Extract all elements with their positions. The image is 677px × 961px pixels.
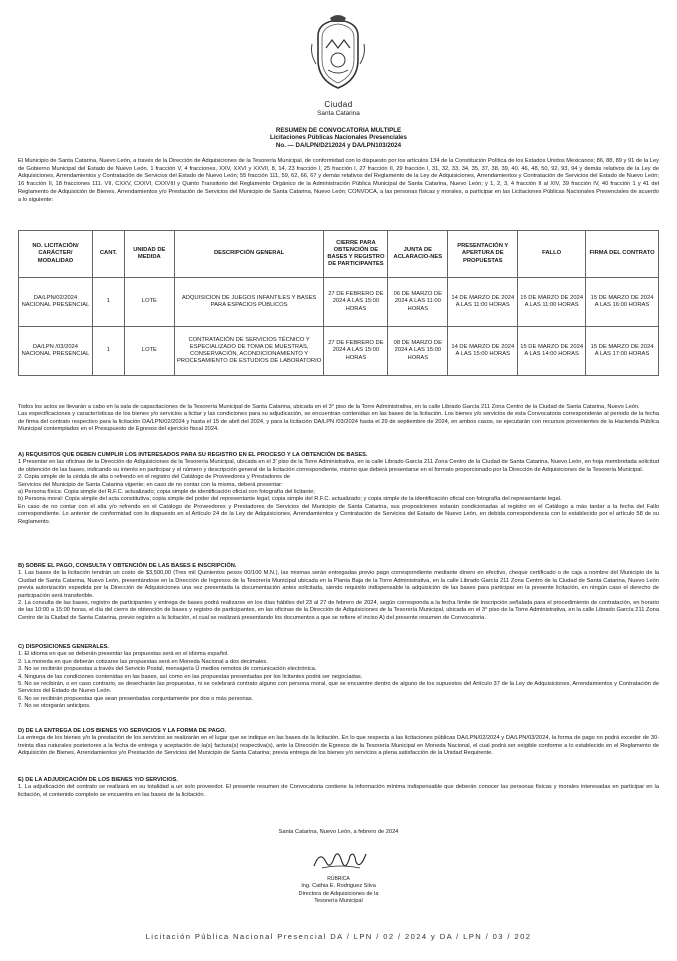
table-cell: DA/LPN /03/2024 NACIONAL PRESENCIAL xyxy=(19,327,93,376)
col-header-opening: PRESENTACIÓN Y APERTURA DE PROPUESTAS xyxy=(448,231,518,278)
table-row xyxy=(19,278,659,327)
section-a-line: 2. Copia simple de la cédula de alta o refrendo en el registro del Catálogo de Proveedores y Prestadores de xyxy=(18,474,290,481)
heading-number: No. — DA/LPN/D212024 y DA/LPN103/2024 xyxy=(275,141,402,149)
section-c-line: 4. Ninguna de las condiciones contenidas en las bases, así como en las propuestas presentadas por los licitantes podrá ser negociadas. xyxy=(18,673,363,680)
table-cell: 14 DE MARZO DE 2024 A LAS 11:00 HORAS xyxy=(448,278,518,327)
section-a-line: En caso de no contar con el alta y/o refrendo en el Catálogo de Proveedores y Prestadores de Servicios del Municipio de Santa Catarina, sus proposiciones estarán condicionadas al registro en el Catálogo a más tardar a la fecha del Fallo correspondiente. Lo anterior de conformidad con lo dispuesto en el Artículo 24 de la Ley de Adquisiciones, Arrendamientos y Contratación de Servicios del Estado de Nuevo León, en debida correspondencia con lo establecido por el artículo 58 de su Reglamento. xyxy=(18,503,659,525)
rubrica-label: RÚBRICA xyxy=(327,876,350,882)
section-c xyxy=(18,644,659,711)
section-e-line: 1. La adjudicación del contrato se realizará en su totalidad a un solo proveedor. El presente resumen de Convocatoria contiene la información mínima indispensable que deberán conocer las personas físicas y morales interesadas en participar en la licitación, el contenido completo se encuentra en las bases de la licitación. xyxy=(18,784,659,798)
section-d xyxy=(18,728,659,758)
tender-table xyxy=(18,230,659,376)
place-date: Santa Catarina, Nuevo León, a febrero de 2024 xyxy=(278,829,399,835)
table-cell: 15 DE MARZO DE 2024 A LAS 14:00 HORAS xyxy=(518,327,586,376)
col-header-signing: FIRMA DEL CONTRATO xyxy=(586,231,659,278)
heading-subtitle: Licitaciones Públicas Nacionales Presenciales xyxy=(270,134,407,142)
table-header-row xyxy=(19,231,659,278)
col-header-ruling: FALLO xyxy=(518,231,586,278)
col-header-meeting: JUNTA DE ACLARACIO-NES xyxy=(388,231,448,278)
table-cell: 08 DE MARZO DE 2024 A LAS 15:00 HORAS xyxy=(388,327,448,376)
footer-text: Licitación Pública Nacional Presencial DA / LPN / 02 / 2024 y DA / LPN / 03 / 202 xyxy=(145,932,532,941)
section-b-line: 1. Las bases de la licitación tendrán un costo de $3,500,00 (Tres mil Quinientos pesos 00/100 M.N.), las mismas serán entregadas previo pago correspondiente mediante dinero en efectivo, cheque certificado o de caja a nombre del Municipio de la Ciudad de Santa Catarina, Nuevo León, presentándose en la Dirección de Ingresos de la Tesorería Municipal ubicada en la Planta Baja de la Torre Administrativa, en la calle Librado García 211 Zona Centro de la Ciudad de Santa Catarina, Nuevo León previa autorización expedida por la Dirección de Adquisiciones una vez presentada la documentación antes solicitada, siendo requisito indispensable la adquisición de las bases para participar en la presente licitación, en ningún caso el derecho de participación será transferible. xyxy=(18,570,659,599)
signer-role: Directora de Adquisiciones de la xyxy=(298,890,379,897)
general-paragraph: Las especificaciones y características de los bienes y/o servicios a licitar y las condiciones para su adjudicación, se encuentran contenidas en las bases de la licitación. Los bienes y/o servicios de esta Convocatoria corresponderán al periodo de la fecha de firma del contrato respectivo para la licitación DA/LPN/02/2024 y hasta el 15 de abril del 2024, y para la licitación DA/LPN /03/2024 hasta el 29 de septiembre de 2024, en ambos casos, se ejecutarán con recursos provenientes de la Hacienda Pública Municipal contemplados en el Presupuesto de Egresos del ejercicio fiscal 2024. xyxy=(18,411,659,433)
signature-icon xyxy=(310,848,370,874)
section-d-title: D) DE LA ENTREGA DE LOS BIENES Y/O SERVICIOS Y LA FORMA DE PAGO. xyxy=(18,728,227,734)
section-a xyxy=(18,452,659,526)
table-cell: 1 xyxy=(92,327,124,376)
table-cell: LOTE xyxy=(124,278,174,327)
section-c-line: 2. La moneda en que deberán cotizarse las propuestas será en Moneda Nacional a dos decimales. xyxy=(18,658,268,665)
section-d-line: La entrega de los bienes y/o la prestación de los servicios se realizarán en el lugar que se indique en las bases de la licitación. En lo que respecta a las licitaciones públicas DA/LPN/02/2024 y DA/LPN/03/2024, la forma de pago no podrá exceder de 30- treinta días naturales posteriores a la fecha de entrega y aceptación de la(s) factura(s) respectiva(s), ante la Dirección de Egresos de la Tesorería Municipal en Moneda Nacional, el cual podrá ser exigible conforme a lo establecido en el Reglamento de Adquisición de Bienes, Arrendamientos y/o Prestación de Servicios del Municipio de Santa Catarina; previa entrega de los bienes y/o servicios a plena satisfacción de la Unidad Requirente. xyxy=(18,735,659,757)
section-e-title: E) DE LA ADJUDICACIÓN DE LOS BIENES Y/O SERVICIOS. xyxy=(18,777,178,783)
general-info xyxy=(18,404,659,434)
table-row xyxy=(19,327,659,376)
table-cell: 27 DE FEBRERO DE 2024 A LAS 15:00 HORAS xyxy=(324,327,388,376)
table-cell: 27 DE FEBRERO DE 2024 A LAS 15:00 HORAS xyxy=(324,278,388,327)
section-a-line: a) Persona física: Copia simple del R.F.C. actualizado; copia simple de identificación oficial con fotografía del licitante; xyxy=(18,489,315,496)
section-b-title: B) SOBRE EL PAGO, CONSULTA Y OBTENCIÓN DE LAS BASES E INSCRIPCIÓN. xyxy=(18,563,237,569)
general-paragraph: Todos los actos se llevarán a cabo en la sala de capacitaciones de la Tesorería Municipal de Santa Catarina, ubicada en el 3° piso de la Torre Administrativa, en la calle Librado García 211 Zona Centro de la Ciudad de Santa Catarina, Nuevo León. xyxy=(18,404,640,410)
signer-name: Ing. Cathia E. Rodriguez Silva xyxy=(301,883,376,890)
document-heading xyxy=(0,127,677,149)
col-header-closing: CIERRE PARA OBTENCIÓN DE BASES Y REGISTRO DE PARTICIPANTES xyxy=(324,231,388,278)
city-name-line1: Ciudad xyxy=(324,100,353,109)
table-cell: CONTRATACIÓN DE SERVICIOS TÉCNICO Y ESPECIALIZADO DE TOMA DE MUESTRAS, CONSERVACIÓN, ACONDICIONAMIENTO Y PROCESAMIENTO DE ESTUDIOS DE LABORATORIO xyxy=(174,327,324,376)
table-cell: 06 DE MARZO DE 2024 A LAS 11:00 HORAS xyxy=(388,278,448,327)
section-e xyxy=(18,777,659,799)
section-c-line: 1. El idioma en que se deberán presentar las propuestas será en el idioma español. xyxy=(18,651,229,658)
section-c-title: C) DISPOSICIONES GENERALES. xyxy=(18,644,110,650)
section-b-line: 2. La consulta de las bases, registro de participantes y entrega de bases podrá realizarse en los días hábiles del 23 al 27 de febrero de 2024, según corresponda a la fecha límite de inscripción señalada para el procedimiento de contratación, en horario de las 10:00 a 15:00 horas, el día del cierre de obtención de bases y registro de participantes, en las oficinas de la Dirección de Adquisiciones de la Tesorería Municipal, ubicada en el 3° piso de la Torre Administrativa, en la calle Librado García 211 Zona Centro de la Ciudad de Santa Catarina, previo registro a la licitación, el cual se realizará presentando los documentos a que se refiere el inciso A) del presente resumen de Convocatoria. xyxy=(18,600,659,621)
section-a-line: 1 Presentar en las oficinas de la Dirección de Adquisiciones de la Tesorería Municipal, ubicada en el 3' piso de la Torre Administrativa, en la calle Librado García 211 Zona Centro de la Ciudad de Santa Catarina, Nuevo León, en hoja membretada solicitud de obtención de las bases, indicando su interés en participar y el número y descripción general de la licitación correspondiente, mismo que deberá presentarse en el formato proporcionado por la Dirección de Adquisiciones de la Tesorería Municipal. xyxy=(18,459,659,473)
section-c-line: 5. No se recibirán, o en caso contrario, se desecharán las propuestas, ni se celebrará contrato alguno con persona moral, que se encuentre dentro de alguno de los supuestos del Artículo 37 de la Ley de Adquisiciones, Arrendamientos y Contratación de Servicios del Estado de Nuevo León. xyxy=(18,681,659,695)
table-cell: 15 DE MARZO DE 2024 A LAS 11:00 HORAS xyxy=(518,278,586,327)
section-a-line: Servicios del Municipio de Santa Catarina vigente; en caso de no contar con la misma, deberá presentar: xyxy=(18,481,283,488)
table-cell: 14 DE MARZO DE 2024 A LAS 15:00 HORAS xyxy=(448,327,518,376)
col-header-description: DESCRIPCIÓN GENERAL xyxy=(174,231,324,278)
section-a-title: A) REQUISITOS QUE DEBEN CUMPLIR LOS INTERESADOS PARA SU REGISTRO EN EL PROCESO Y LA OBTENCIÓN DE BASES. xyxy=(18,452,368,458)
table-cell: DA/LPN/02/2024 NACIONAL PRESENCIAL xyxy=(19,278,93,327)
col-header-quantity: CANT. xyxy=(92,231,124,278)
section-c-line: 3. No se recibirán propuestas a través del Servicio Postal, mensajería Ü medios remotos de comunicación electrónica. xyxy=(18,666,317,673)
table-cell: ADQUISICION DE JUEGOS INFANTILES Y BASES PARA ESPACIOS PÚBLICOS xyxy=(174,278,324,327)
col-header-unit: UNIDAD DE MEDIDA xyxy=(124,231,174,278)
section-c-line: 7. No se otorgarán anticipos. xyxy=(18,703,91,710)
table-cell: 15 DE MARZO DE 2024 A LAS 17:00 HORAS xyxy=(586,327,659,376)
section-b xyxy=(18,563,659,622)
signer-role: Tesorería Municipal xyxy=(314,897,363,904)
municipal-seal-icon xyxy=(308,14,368,92)
intro-paragraph: El Municipio de Santa Catarina, Nuevo León, a través de la Dirección de Adquisiciones de la Tesorería Municipal, de conformidad con lo dispuesto por los artículos 134 de la Constitución Política de los Estados Unidos Mexicanos; 86, 88, 89 y 91 de la Ley de Gobierno Municipal del Estado de Nuevo León, 1 fracción V, 4 fracciones, XXV, XXVI y XXVII, 8, 14, 23 fracción I, 25 fracción I, 27 fracción II, 29 fracción I, 31, 32, 33, 34, 35, 37, 38, 39, 40, 46, 48, 50, 92, 93, 94 y demás relativos de la Ley de Adquisiciones, Arrendamientos y Contratación de Servicios del Estado de Nuevo León; 55 fracción 111, 59, 62, 66, 67 y demás relativos del Reglamento de la Ley de Adquisiciones, Arrendamientos y Contratación de Servicios del Estado de Nuevo León; 16 fracción II, 18 fracciones 111. VII, CXXV, CXXVI, CXXVIII y Quinto Transitorio del Reglamento Orgánico de la Administración Pública Municipal de Santa Catarina, Nuevo León; y 1, 2, 3, 4 fracción II al XIV, 39 fracción IV, 40 fracción 1 y 41 del Reglamento de Adquisición de Bienes, Arrendamientos y/o Prestación de Servicios del Municipio de Santa Catarina, Nuevo León; CONVOCA, a las personas físicas y morales, a participar en las Licitaciones Públicas Nacionales Presenciales de acuerdo a lo siguiente: xyxy=(18,158,659,203)
heading-title: RESUMEN DE CONVOCATORIA MULTIPLE xyxy=(275,127,402,134)
table-cell: LOTE xyxy=(124,327,174,376)
section-a-line: b) Persona moral: Copia simple del acta constitutiva; copia simple del poder del representante legal; copia simple del R.F.C. actualizado; y copia simple de la identificación oficial con fotografía del representante legal. xyxy=(18,496,562,503)
table-cell: 15 DE MARZO DE 2024 A LAS 16:00 HORAS xyxy=(586,278,659,327)
col-header-number: NO. LICITACIÓN/ CARÁCTER/ MODALIDAD xyxy=(19,231,93,278)
section-c-line: 6. No se recibirán propuestas que sean presentadas conjuntamente por dos o más personas. xyxy=(18,695,254,702)
city-name-line2: Santa Catarina xyxy=(317,110,360,117)
signer-block xyxy=(0,876,677,905)
table-cell: 1 xyxy=(92,278,124,327)
